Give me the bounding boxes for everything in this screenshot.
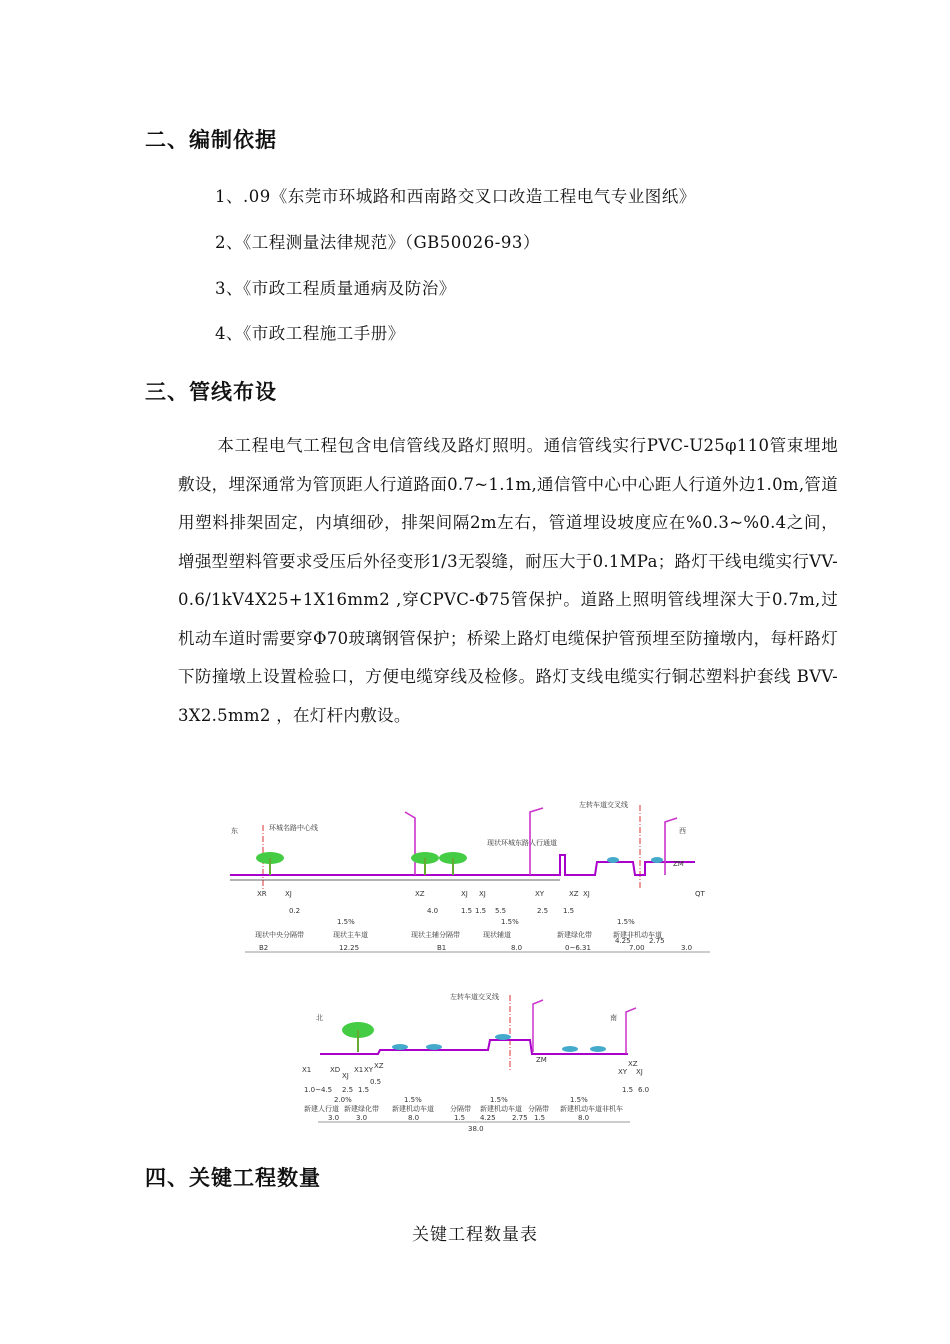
reference-item-4: 4、《市政工程施工手册》 xyxy=(215,324,405,343)
fig2-axis-label: 左转车道交叉线 xyxy=(450,993,499,1001)
svg-text:1.5: 1.5 xyxy=(358,1086,370,1094)
fig1-lane-labels xyxy=(255,930,662,939)
svg-text:3.0: 3.0 xyxy=(356,1114,368,1122)
svg-text:XY: XY xyxy=(618,1068,628,1076)
svg-text:8.0: 8.0 xyxy=(578,1114,590,1122)
svg-text:2.5: 2.5 xyxy=(342,1086,354,1094)
svg-text:1.5: 1.5 xyxy=(622,1086,634,1094)
svg-text:0.5: 0.5 xyxy=(370,1078,382,1086)
cross-section-drawing-2 xyxy=(298,990,650,1135)
svg-text:XZ: XZ xyxy=(569,890,579,898)
fig1-bottom-dims xyxy=(259,937,692,952)
svg-text:1.5%: 1.5% xyxy=(490,1096,508,1104)
svg-text:0.2: 0.2 xyxy=(289,907,301,915)
fig2-bottom-dims xyxy=(328,1114,589,1133)
svg-text:新建机动车道: 新建机动车道 xyxy=(392,1105,434,1113)
svg-text:1.5%: 1.5% xyxy=(617,918,635,926)
fig1-center-label: 环城名路中心线 xyxy=(269,824,318,832)
svg-text:1.5: 1.5 xyxy=(454,1114,466,1122)
svg-text:2.75: 2.75 xyxy=(512,1114,528,1122)
svg-text:XZ: XZ xyxy=(374,1062,384,1070)
svg-text:12.25: 12.25 xyxy=(339,944,360,952)
svg-text:B1: B1 xyxy=(437,944,447,952)
cross-section-drawing-1 xyxy=(225,800,715,960)
svg-text:XY: XY xyxy=(535,890,545,898)
svg-text:38.0: 38.0 xyxy=(468,1125,484,1133)
svg-text:1.5%: 1.5% xyxy=(337,918,355,926)
fig1-shrubs xyxy=(607,857,663,863)
fig2-top-dims xyxy=(304,1078,649,1094)
svg-text:现状辅道: 现状辅道 xyxy=(483,931,511,939)
svg-text:1.0~4.5: 1.0~4.5 xyxy=(304,1086,333,1094)
svg-text:8.0: 8.0 xyxy=(408,1114,420,1122)
svg-text:ZM: ZM xyxy=(536,1056,547,1064)
svg-text:分隔带: 分隔带 xyxy=(528,1105,549,1113)
section-4-heading: 四、关键工程数量 xyxy=(145,1166,321,1190)
fig2-road-surface xyxy=(320,1040,628,1054)
reference-item-1: 1、.09《东莞市环城路和西南路交叉口改造工程电气专业图纸》 xyxy=(215,187,696,206)
fig1-palm-trees xyxy=(256,852,467,875)
svg-text:现状中央分隔带: 现状中央分隔带 xyxy=(255,931,304,939)
fig1-axis-label: 左转车道交叉线 xyxy=(579,801,628,809)
svg-text:XJ: XJ xyxy=(285,890,292,898)
svg-text:1.5: 1.5 xyxy=(461,907,473,915)
svg-text:ZM: ZM xyxy=(673,860,684,868)
svg-text:0~6.31: 0~6.31 xyxy=(565,944,591,952)
pipeline-paragraph xyxy=(178,427,838,735)
svg-text:XJ: XJ xyxy=(461,890,468,898)
svg-text:新建机动车道非机车: 新建机动车道非机车 xyxy=(560,1105,623,1113)
svg-text:现状主车道: 现状主车道 xyxy=(333,931,368,939)
svg-text:1.5%: 1.5% xyxy=(570,1096,588,1104)
svg-text:2.0%: 2.0% xyxy=(334,1096,352,1104)
svg-text:8.0: 8.0 xyxy=(511,944,523,952)
svg-text:XZ: XZ xyxy=(415,890,425,898)
svg-text:4.25: 4.25 xyxy=(480,1114,496,1122)
svg-text:现状主辅分隔带: 现状主辅分隔带 xyxy=(411,931,460,939)
svg-text:新建绿化带: 新建绿化带 xyxy=(344,1105,379,1113)
svg-text:XZ: XZ xyxy=(628,1060,638,1068)
svg-text:4.0: 4.0 xyxy=(427,907,439,915)
svg-text:B2: B2 xyxy=(259,944,269,952)
svg-text:XJ: XJ xyxy=(342,1072,349,1080)
svg-text:5.5: 5.5 xyxy=(495,907,507,915)
fig1-top-dims xyxy=(289,907,574,915)
svg-text:X1: X1 xyxy=(302,1066,312,1074)
fig2-street-lamps xyxy=(533,1000,636,1054)
svg-text:新建绿化带: 新建绿化带 xyxy=(557,931,592,939)
fig2-lane-labels xyxy=(304,1104,623,1113)
svg-text:QT: QT xyxy=(695,890,705,898)
fig2-dir-left: 北 xyxy=(316,1014,323,1022)
reference-item-3: 3、《市政工程质量通病及防治》 xyxy=(215,279,456,298)
svg-text:XJ: XJ xyxy=(636,1068,643,1076)
svg-text:7.00: 7.00 xyxy=(629,944,645,952)
svg-text:XJ: XJ xyxy=(479,890,486,898)
svg-text:3.0: 3.0 xyxy=(328,1114,340,1122)
svg-text:XJ: XJ xyxy=(583,890,590,898)
svg-text:1.5%: 1.5% xyxy=(501,918,519,926)
fig1-dir-left: 东 xyxy=(231,827,238,835)
svg-text:3.0: 3.0 xyxy=(681,944,693,952)
svg-text:新建机动车道: 新建机动车道 xyxy=(480,1105,522,1113)
svg-text:XR: XR xyxy=(257,890,267,898)
svg-text:2.75: 2.75 xyxy=(649,937,665,945)
table-caption: 关键工程数量表 xyxy=(412,1225,538,1245)
reference-item-2: 2、《工程测量法律规范》（GB50026-93） xyxy=(215,233,540,252)
fig1-bridge-label: 现状环城东路人行通道 xyxy=(487,839,557,847)
fig1-dir-right: 西 xyxy=(679,827,686,835)
svg-text:X1: X1 xyxy=(354,1066,364,1074)
pipeline-paragraph-text: 本工程电气工程包含电信管线及路灯照明。通信管线实行PVC-U25φ110管束埋地敷设，埋深通常为管顶距人行道路面0.7~1.1m,通信管中心中心距人行道外边1.0m,管道用塑料排架固定，内填细砂，排架间隔2m左右，管道埋设坡度应在%0.3~%0.4之间，增强型塑料管要求受压后外径变形1/3无裂缝，耐压大于0.1MPa；路灯干线电缆实行VV-0.6/1kV4X25+1X16mm2 ,穿CPVC-Φ75管保护。道路上照明管线埋深大于0.7m,过机动车道时需要穿Φ70玻璃钢管保护；桥梁上路灯电缆保护管预埋至防撞墩内，每杆路灯下防撞墩上设置检验口，方便电缆穿线及检修。路灯支线电缆实行铜芯塑料护套线 BVV-3X2.5mm2 ，在灯杆内敷设。 xyxy=(178,436,838,725)
svg-text:6.0: 6.0 xyxy=(638,1086,650,1094)
svg-text:分隔带: 分隔带 xyxy=(450,1105,471,1113)
fig2-dir-right: 南 xyxy=(610,1014,617,1022)
svg-text:1.5: 1.5 xyxy=(475,907,487,915)
svg-text:新建非机动车道: 新建非机动车道 xyxy=(613,931,662,939)
svg-text:1.5: 1.5 xyxy=(534,1114,546,1122)
fig1-slopes xyxy=(337,918,635,926)
svg-text:新建人行道: 新建人行道 xyxy=(304,1105,339,1113)
svg-text:1.5%: 1.5% xyxy=(404,1096,422,1104)
section-3-heading: 三、管线布设 xyxy=(145,380,277,404)
svg-text:2.5: 2.5 xyxy=(537,907,549,915)
fig2-pipe-codes xyxy=(302,1056,643,1080)
fig2-palm-trees xyxy=(342,1022,374,1052)
fig2-slopes xyxy=(334,1096,588,1104)
svg-text:1.5: 1.5 xyxy=(563,907,575,915)
svg-text:XD: XD xyxy=(330,1066,341,1074)
svg-text:XY: XY xyxy=(364,1066,374,1074)
fig1-pipe-codes xyxy=(257,860,706,898)
svg-text:4.25: 4.25 xyxy=(615,937,631,945)
section-2-heading: 二、编制依据 xyxy=(145,128,277,152)
